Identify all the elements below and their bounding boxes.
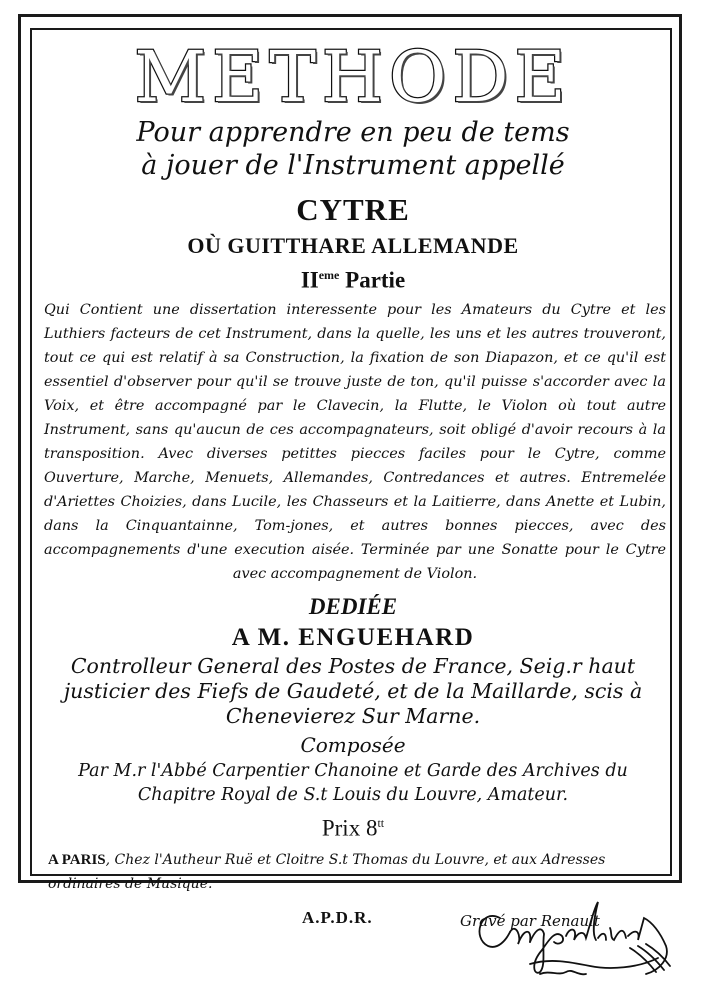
price-suffix: tt bbox=[377, 815, 385, 830]
part-numeral: II bbox=[300, 267, 319, 293]
part-number bbox=[34, 260, 672, 296]
dedicatee-name: A M. ENGUEHARD bbox=[231, 623, 475, 651]
main-title: METHODE bbox=[134, 36, 572, 118]
engraver-credit: Gravé par Renault bbox=[460, 912, 600, 931]
part-suffix: eme bbox=[318, 268, 340, 282]
instrument-alt-name: OÙ GUITTHARE ALLEMANDE bbox=[187, 233, 519, 258]
dedicatee-title: Controlleur General des Postes de France, Seig.r haut justicier des Fiefs de Gaudeté, et de la Maillarde, scis à Chenevierez Sur Marne. bbox=[63, 653, 643, 728]
part-word: Partie bbox=[345, 267, 406, 293]
subtitle-line-2: à jouer de l'Instrument appellé bbox=[141, 150, 565, 181]
handwritten-signature bbox=[470, 888, 700, 988]
price-text: Prix 8 bbox=[321, 815, 378, 841]
price bbox=[34, 807, 672, 845]
title-page bbox=[34, 38, 672, 944]
composed-heading: Composée bbox=[300, 732, 406, 757]
address-text: , Chez l'Autheur Ruë et Cloitre S.t Thomas du Louvre, et aux Adresses ordinaires de Musique. bbox=[48, 852, 606, 893]
dedication-heading: DEDIÉE bbox=[308, 593, 398, 619]
subtitle-line-1: Pour apprendre en peu de tems bbox=[136, 117, 570, 148]
description-paragraph: Qui Contient une dissertation interessente pour les Amateurs du Cytre et les Luthiers facteurs de cet Instrument, dans la quelle, les uns et les autres trouveront, tout ce qui est relatif à sa Construction, la fixation de son Diapazon, et ce qu'il est essentiel d'observer pour qu'il se trouve juste de ton, qu'il puisse s'accorder avec la Voix, et être accompagné par le Clavecin, la Flutte, le Violon où tout autre Instrument, sans qu'aucun de ces accompagnateurs, soit obligé d'avoir recours à la transposition. Avec diverses petittes piecces faciles pour le Cytre, comme Ouverture, Marche, Menuets, Allemandes, Contredances et autres. Entremelée d'Ariettes Choizies, dans Lucile, les Chasseurs et la Laitierre, dans Anette et Lubin, dans la Cinquantainne, Tom-jones, et autres bonnes piecces, avec des accompagnements d'une execution aisée. Terminée par une Sonatte pour le Cytre avec accompagnement de Violon. bbox=[44, 301, 666, 582]
privilege-mark: A.P.D.R. bbox=[302, 908, 373, 928]
instrument-name: CYTRE bbox=[296, 192, 410, 227]
address-city: A PARIS bbox=[48, 852, 106, 869]
composer-line: Par M.r l'Abbé Carpentier Chanoine et Garde des Archives du Chapitre Royal de S.t Louis du Louvre, Amateur. bbox=[78, 760, 628, 805]
